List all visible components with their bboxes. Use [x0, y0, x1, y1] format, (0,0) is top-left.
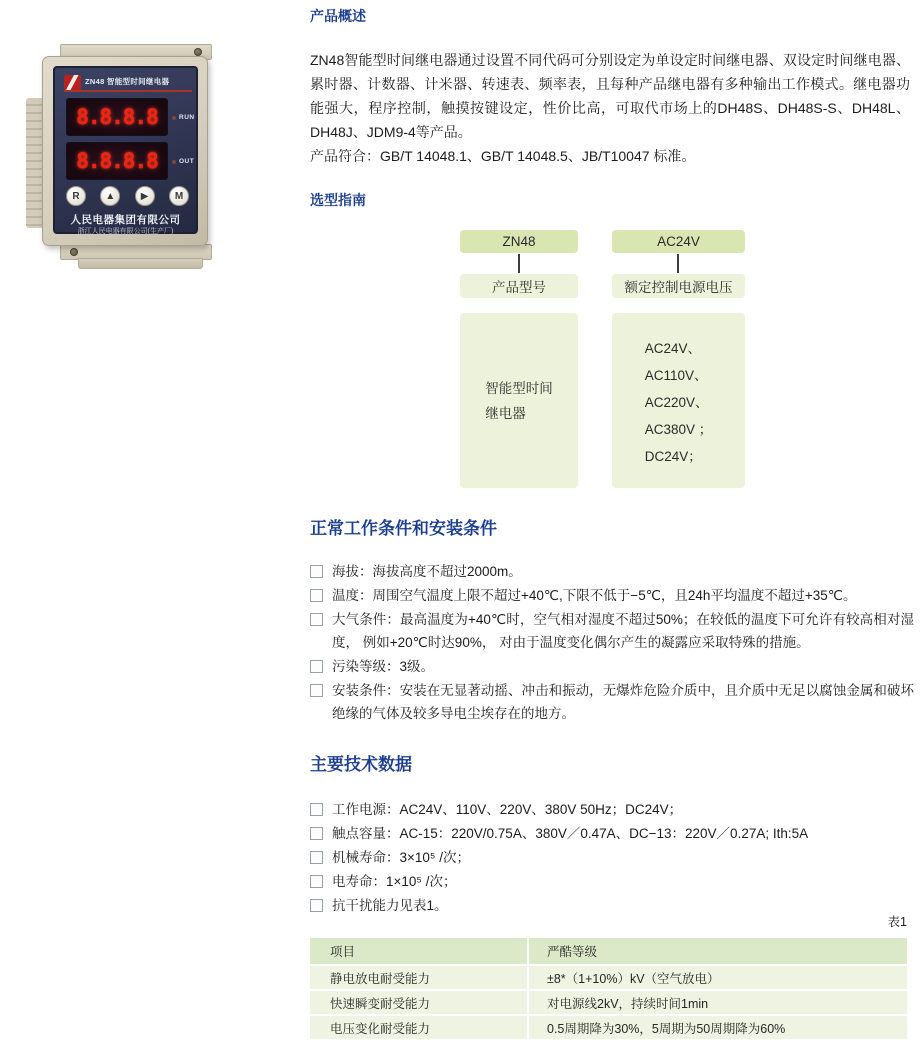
device-button-row	[66, 186, 189, 206]
led-display-bottom	[66, 142, 168, 180]
din-rail-foot	[78, 258, 203, 269]
model-detail-box	[460, 313, 578, 488]
table-cell: 电压变化耐受能力	[310, 1016, 527, 1039]
shift-button: ▶	[135, 186, 155, 206]
factory-name: 浙江人民电器有限公司(生产厂)	[77, 228, 174, 235]
out-led-icon	[172, 160, 176, 164]
run-label: RUN	[179, 114, 195, 121]
overview-paragraph: ZN48智能型时间继电器通过设置不同代码可分别设定为单设定时间继电器、双设定时间继电器、累时器、计数器、计米器、转速表、频率表，且每种产品继电器有多种输出工作模式。继电器功能强大，程序控制，触摸按键设定，性价比高，可取代市场上的DH48S、DH48S-S、DH48L、DH48J、JDM9-4等产品。	[310, 52, 910, 140]
mounting-screw-icon	[194, 48, 202, 56]
condition-item	[310, 655, 914, 678]
table-header-cell: 项目	[310, 938, 527, 964]
model-detail-line: 继电器	[485, 405, 526, 421]
model-code-box: ZN48	[460, 230, 578, 253]
model-label-box: 产品型号	[460, 274, 578, 298]
title-divider	[64, 90, 192, 92]
run-led-icon	[172, 116, 176, 120]
table-cell: ±8*（1+10%）kV（空气放电）	[529, 966, 907, 989]
condition-item	[310, 584, 914, 607]
conditions-heading: 正常工作条件和安装条件	[310, 519, 497, 538]
tech-text: 电寿命：1×10⁵ /次；	[332, 874, 457, 889]
table-cell: 0.5周期降为30%，5周期为50周期降为60%	[529, 1016, 907, 1039]
standards-line: 产品符合：GB/T 14048.1、GB/T 14048.5、JB/T10047 标准。	[310, 148, 696, 164]
tech-item	[310, 798, 914, 821]
device-title: ZN48 智能型时间继电器	[85, 77, 170, 86]
tech-text: 工作电源：AC24V、110V、220V、380V 50Hz；DC24V；	[332, 802, 683, 817]
checkbox-icon	[310, 565, 323, 578]
table-cell: 快速瞬变耐受能力	[310, 991, 527, 1014]
tech-text: 抗干扰能力见表1。	[332, 898, 448, 913]
voltage-options-box	[612, 313, 745, 488]
up-button: ▲	[100, 186, 120, 206]
condition-text: 海拔：海拔高度不超过2000m。	[332, 564, 522, 579]
overview-heading: 产品概述	[310, 8, 366, 24]
selection-guide-heading: 选型指南	[310, 192, 366, 208]
led-display-top	[66, 98, 168, 136]
device-body	[42, 56, 208, 246]
checkbox-icon	[310, 899, 323, 912]
checkbox-icon	[310, 589, 323, 602]
table-cell: 对电源线2kV，持续时间1min	[529, 991, 907, 1014]
tech-heading: 主要技术数据	[310, 755, 412, 774]
condition-item	[310, 560, 914, 583]
display-digits: 8.8.8.8	[76, 105, 158, 129]
reset-button: R	[66, 186, 86, 206]
display-digits: 8.8.8.8	[76, 149, 158, 173]
checkbox-icon	[310, 803, 323, 816]
checkbox-icon	[310, 660, 323, 673]
condition-text: 污染等级：3级。	[332, 659, 435, 674]
conditions-list	[310, 560, 914, 726]
company-name: 人民电器集团有限公司	[70, 214, 181, 226]
table-ref-label: 表1	[887, 915, 907, 929]
checkbox-icon	[310, 684, 323, 697]
mode-button: M	[169, 186, 189, 206]
connector-line	[677, 254, 679, 273]
condition-text: 安装条件：安装在无显著动摇、冲击和振动，无爆炸危险介质中，且介质中无足以腐蚀金属和破坏绝缘的气体及较多导电尘埃存在的地方。	[332, 683, 914, 721]
product-photo	[18, 38, 303, 270]
voltage-option-line: AC110V、	[644, 367, 708, 383]
voltage-code-box: AC24V	[612, 230, 745, 253]
tech-text: 机械寿命：3×10⁵ /次；	[332, 850, 471, 865]
tech-item	[310, 846, 914, 869]
run-indicator	[172, 114, 195, 121]
connector-line	[518, 254, 520, 273]
condition-text: 温度：周围空气温度上限不超过+40℃,下限不低于−5℃，且24h平均温度不超过+35℃。	[332, 588, 857, 603]
tech-item	[310, 822, 914, 845]
out-label: OUT	[179, 158, 195, 165]
checkbox-icon	[310, 875, 323, 888]
checkbox-icon	[310, 613, 323, 626]
voltage-option-line: AC220V、	[644, 394, 709, 410]
checkbox-icon	[310, 851, 323, 864]
device-faceplate	[53, 66, 198, 234]
emc-table	[310, 938, 907, 1039]
tech-text: 触点容量：AC-15：220V/0.75A、380V／0.47A、DC−13：220V／0.27A; Ith:5A	[332, 826, 809, 841]
voltage-label-box: 额定控制电源电压	[612, 274, 745, 298]
mounting-screw-icon	[70, 248, 78, 256]
tech-list	[310, 798, 914, 918]
table-cell: 静电放电耐受能力	[310, 966, 527, 989]
checkbox-icon	[310, 827, 323, 840]
condition-item	[310, 608, 914, 654]
out-indicator	[172, 158, 194, 165]
voltage-option-line: AC380V ；	[644, 421, 713, 437]
brand-logo-icon	[64, 75, 81, 90]
table-header-cell: 严酷等级	[529, 938, 907, 964]
model-detail-line: 智能型时间	[485, 380, 553, 396]
voltage-option-line: DC24V；	[644, 448, 702, 464]
condition-item	[310, 679, 914, 725]
condition-text: 大气条件：最高温度为+40℃时，空气相对湿度不超过50%；在较低的温度下可允许有较高相对湿度， 例如+20℃时达90%， 对由于温度变化偶尔产生的凝露应采取特殊的措施。	[332, 612, 914, 650]
voltage-option-line: AC24V、	[644, 340, 701, 356]
tech-item	[310, 870, 914, 893]
